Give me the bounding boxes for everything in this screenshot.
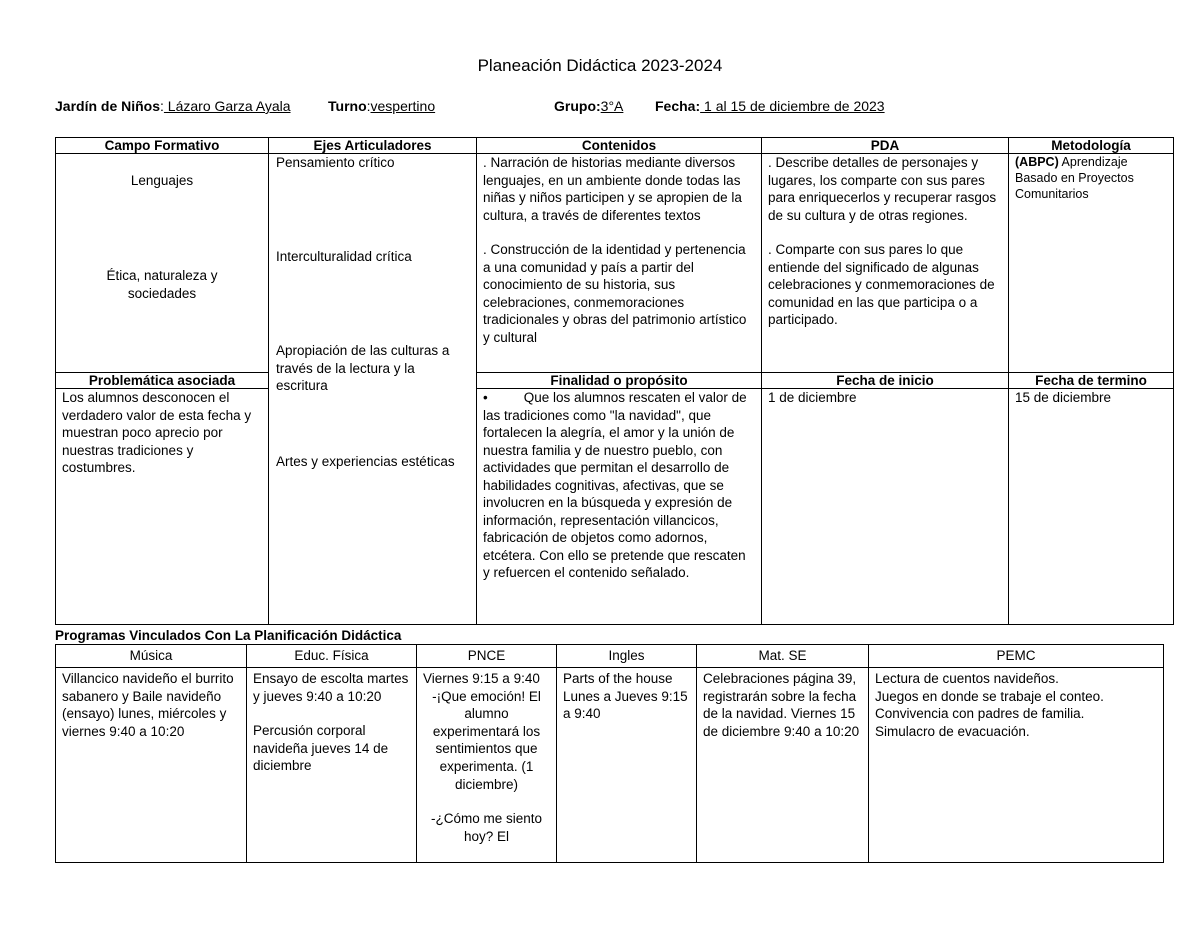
turno-label: Turno: [328, 98, 367, 114]
eje-apropiacion: Apropiación de las culturas a través de la lectura y la escritura: [276, 343, 450, 393]
pemc-item: Convivencia con padres de familia.: [875, 706, 1085, 722]
contenido-1: . Narración de historias mediante diversos lenguajes, en un ambiente donde todas las niñas y niños participen y se apropien de la cultura, a través de diferentes textos: [483, 155, 742, 223]
planning-header-row: [56, 138, 1174, 154]
finalidad-bullet: •: [483, 390, 488, 406]
pda-1: . Describe detalles de personajes y lugares, los comparte con sus pares para enriquecerlos y recuperar rasgos de su cultura y de otras regiones.: [768, 155, 997, 223]
pemc-item: Simulacro de evacuación.: [875, 723, 1030, 739]
header-metodologia: Metodología: [1009, 138, 1174, 154]
mat-se-cell: Celebraciones página 39, registrarán sobre la fecha de la navidad. Viernes 15 de diciembre 9:40 a 10:20: [697, 668, 869, 863]
grupo-value: 3°A: [600, 98, 624, 114]
metodologia-cell: [1009, 154, 1174, 373]
programs-header-row: [56, 645, 1164, 668]
header-contenidos: Contenidos: [477, 138, 762, 154]
header-campo-formativo: Campo Formativo: [56, 138, 269, 154]
eje-pensamiento: Pensamiento crítico: [276, 155, 395, 170]
jardin-label: Jardín de Niños: [55, 98, 161, 114]
header-pda: PDA: [762, 138, 1009, 154]
ejes-cell: [269, 154, 477, 625]
turno-value: vespertino: [370, 98, 436, 114]
campo-etica: Ética, naturaleza y sociedades: [106, 268, 218, 301]
planning-details-row: [56, 389, 1174, 625]
pemc-item: Lectura de cuentos navideños.: [875, 671, 1059, 686]
finalidad-cell: [477, 389, 762, 625]
header-finalidad: Finalidad o propósito: [477, 372, 762, 389]
fecha-label: Fecha:: [655, 98, 701, 114]
educ-fisica-cell: [247, 668, 417, 863]
finalidad-text: Que los alumnos rescaten el valor de las tradiciones como "la navidad", que fortalecen la alegría, el amor y la unión de nuestra familia y de nuestro pueblo, con actividades que permitan el desarrollo de habilidades cognitivas, afectivas, que se involucren en la búsqueda y expresión de información, representación villancicos, fabricación de objetos como adornos, etcétera. Con ello se pretende que rescaten y refuercen el contenido señalado.: [483, 390, 747, 581]
pemc-cell: [869, 668, 1164, 863]
pnce-2: -¡Que emoción! El alumno experimentará los sentimientos que experimenta. (1 diciembre): [432, 688, 541, 792]
campo-lenguajes: Lenguajes: [130, 173, 194, 188]
eje-interculturalidad: Interculturalidad crítica: [276, 249, 412, 264]
fecha-termino-cell: 15 de diciembre: [1009, 389, 1174, 625]
pda-cell: [762, 154, 1009, 373]
pnce-3: -¿Cómo me siento hoy? El: [430, 811, 543, 844]
pnce-1: Viernes 9:15 a 9:40: [423, 671, 540, 686]
header-educ-fisica: Educ. Física: [247, 645, 417, 668]
pnce-cell: [417, 668, 557, 863]
pemc-item: Juegos en donde se trabaje el conteo.: [875, 688, 1104, 704]
contenidos-cell: [477, 154, 762, 373]
ingles-cell: Parts of the house Lunes a Jueves 9:15 a 9:40: [557, 668, 697, 863]
metodologia-bold: (ABPC): [1015, 155, 1059, 169]
pda-2: . Comparte con sus pares lo que entiende del significado de algunas celebraciones y conmemoraciones de comunidad en las que participa o a participado.: [768, 242, 995, 327]
programs-table: [55, 644, 1164, 863]
grupo-label: Grupo:: [554, 98, 601, 114]
musica-cell: Villancico navideño el burrito sabanero y Baile navideño (ensayo) lunes, miércoles y viernes 9:40 a 10:20: [56, 668, 247, 863]
header-fecha-termino: Fecha de termino: [1009, 372, 1174, 389]
header-ejes: Ejes Articuladores: [269, 138, 477, 154]
fecha-value: 1 al 15 de diciembre de 2023: [700, 98, 885, 114]
educ-fisica-2: Percusión corporal navideña jueves 14 de diciembre: [253, 723, 389, 774]
fecha-inicio-cell: 1 de diciembre: [762, 389, 1009, 625]
jardin-value: Lázaro Garza Ayala: [163, 98, 291, 114]
programs-content-row: [56, 668, 1164, 863]
header-info: [55, 98, 1155, 118]
planning-header-row-2: [56, 372, 1174, 389]
grupo-field: [554, 98, 623, 114]
header-problematica: Problemática asociada: [56, 372, 269, 389]
header-pemc: PEMC: [869, 645, 1164, 668]
programs-title: Programas Vinculados Con La Planificación Didáctica: [55, 628, 402, 643]
jardin-field: Jardín de Niños: Lázaro Garza Ayala: [55, 98, 291, 114]
planning-content-row: [56, 154, 1174, 373]
planning-table: [55, 137, 1174, 625]
header-ingles: Ingles: [557, 645, 697, 668]
campo-formativo-cell: [56, 154, 269, 373]
header-musica: Música: [56, 645, 247, 668]
header-pnce: PNCE: [417, 645, 557, 668]
turno-field: Turno:vespertino: [328, 98, 436, 114]
fecha-field: [655, 98, 885, 114]
header-mat-se: Mat. SE: [697, 645, 869, 668]
problematica-cell: Los alumnos desconocen el verdadero valor de esta fecha y muestran poco aprecio por nuestras tradiciones y costumbres.: [56, 389, 269, 625]
header-fecha-inicio: Fecha de inicio: [762, 372, 1009, 389]
eje-artes: Artes y experiencias estéticas: [276, 454, 455, 469]
page-title: Planeación Didáctica 2023-2024: [477, 56, 723, 75]
educ-fisica-1: Ensayo de escolta martes y jueves 9:40 a 10:20: [253, 671, 409, 704]
metodologia-text: Aprendizaje Basado en Proyectos Comunitarios: [1015, 155, 1134, 201]
contenido-2: . Construcción de la identidad y pertenencia a una comunidad y país a partir del conocimiento de su historia, sus celebraciones, conmemoraciones tradicionales y obras del patrimonio artístico y cultural: [483, 242, 747, 345]
